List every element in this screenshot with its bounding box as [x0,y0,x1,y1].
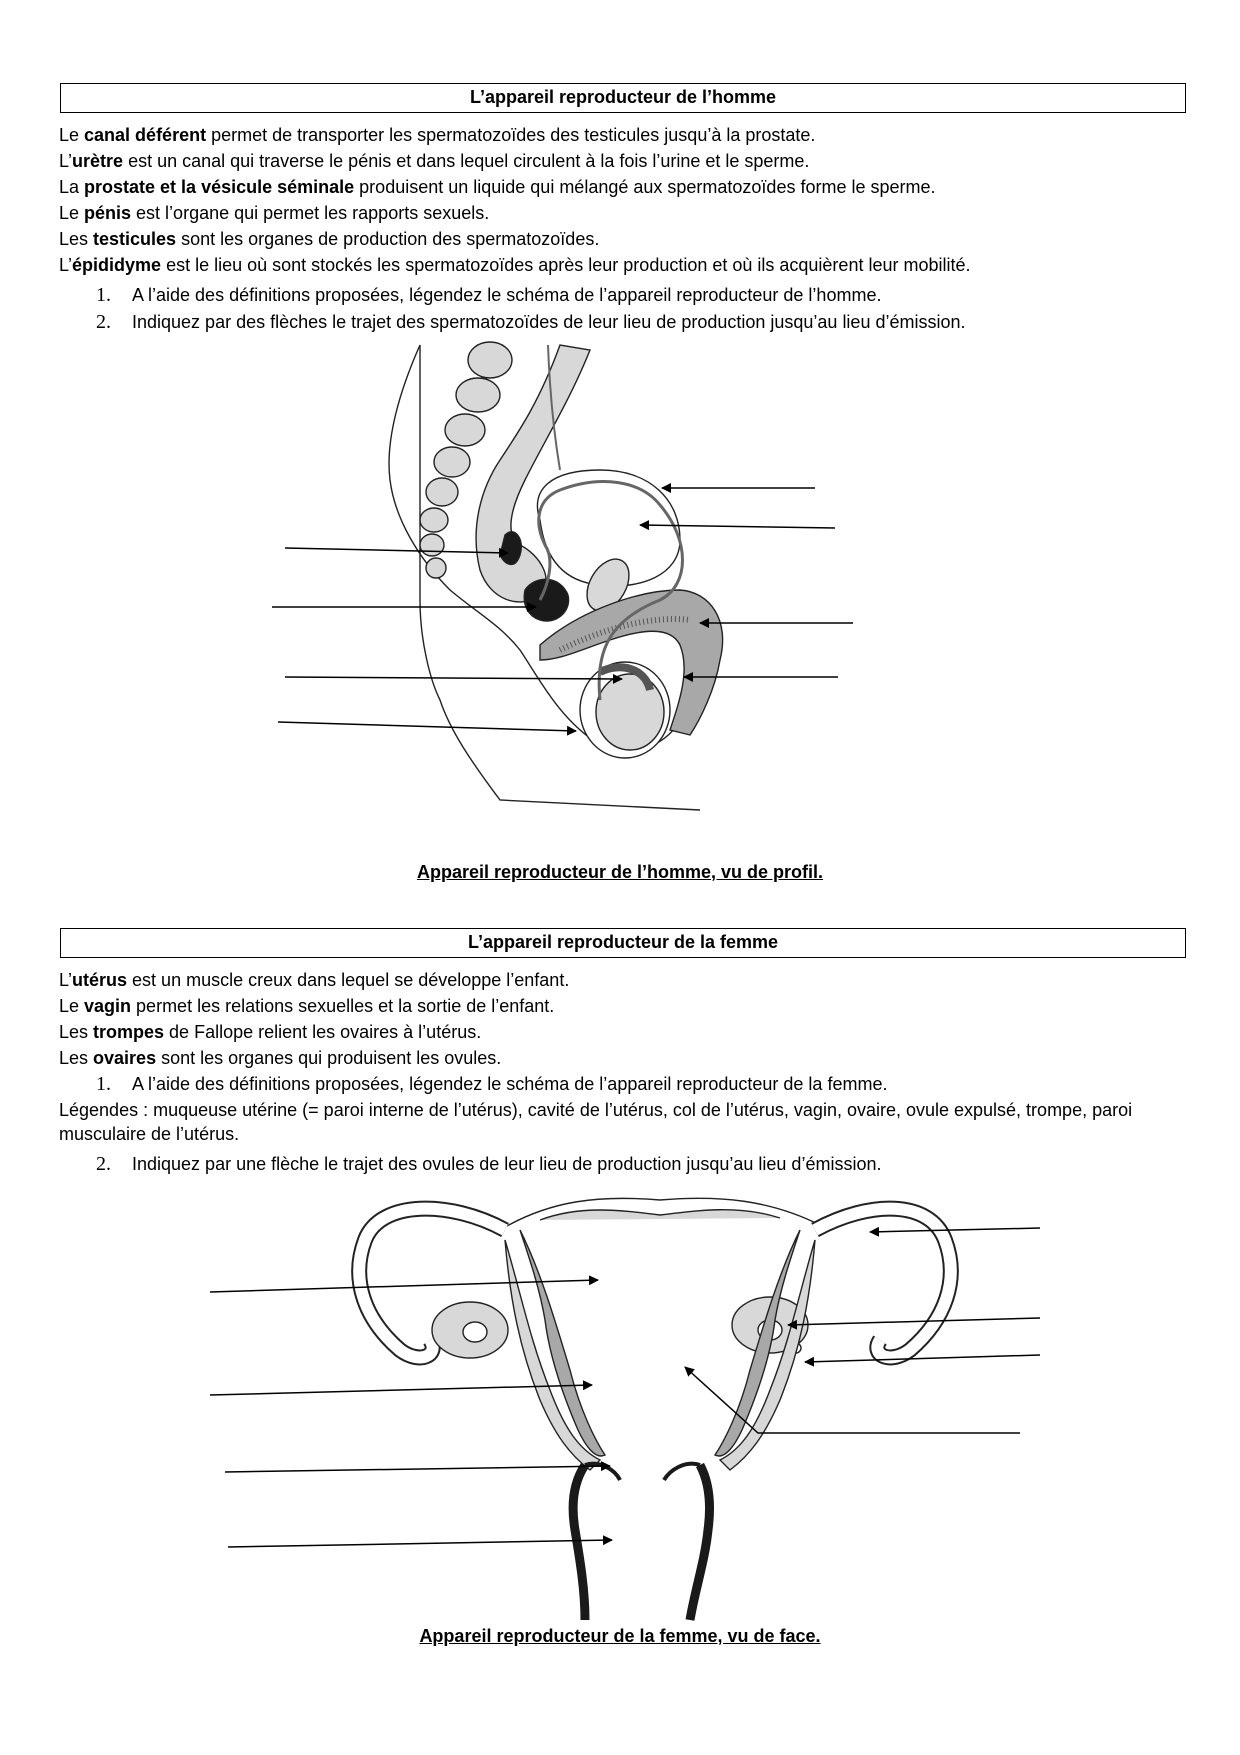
male-def-prostate: La prostate et la vésicule séminale produisent un liquide qui mélangé aux spermatozoïdes forme le sperme. [59,177,936,197]
female-def-vagin: Le vagin permet les relations sexuelles et la sortie de l’enfant. [59,996,555,1016]
female-label-arrow-2 [210,1385,592,1395]
female-def-uterus: L’utérus est un muscle creux dans lequel se développe l’enfant. [59,970,570,990]
female-legend-line-2: musculaire de l’utérus. [59,1124,240,1144]
male-def-epididyme: L’épididyme est le lieu où sont stockés les spermatozoïdes après leur production et où ils acquièrent leur mobilité. [59,255,971,275]
female-section-title: L’appareil reproducteur de la femme [60,928,1186,958]
male-question-1: 1. A l’aide des définitions proposées, légendez le schéma de l’appareil reproducteur de l’homme. [96,284,882,306]
male-diagram-caption: Appareil reproducteur de l’homme, vu de profil. [416,862,824,882]
male-def-penis: Le pénis est l’organe qui permet les rapports sexuels. [59,203,490,223]
male-def-uretre: L’urètre est un canal qui traverse le pénis et dans lequel circulent à la fois l’urine et le sperme. [59,151,810,171]
female-label-arrow-5 [870,1228,1040,1232]
female-label-arrow-3 [225,1466,610,1472]
female-label-arrow-6 [788,1318,1040,1325]
male-def-testicules: Les testicules sont les organes de production des spermatozoïdes. [59,229,600,249]
female-anatomy-drawing [359,1198,951,1620]
female-question-1: 1. A l’aide des définitions proposées, légendez le schéma de l’appareil reproducteur de la femme. [96,1073,888,1095]
female-diagram-caption: Appareil reproducteur de la femme, vu de face. [419,1626,821,1646]
female-label-arrow-4 [228,1540,612,1547]
male-def-canal-deferent: Le canal déférent permet de transporter les spermatozoïdes des testicules jusqu’à la prostate. [59,125,816,145]
female-def-trompes: Les trompes de Fallope relient les ovaires à l’utérus. [59,1022,482,1042]
female-label-arrow-7 [805,1355,1040,1362]
female-question-2: 2. Indiquez par une flèche le trajet des ovules de leur lieu de production jusqu’au lieu d’émission. [96,1153,882,1175]
female-def-ovaires: Les ovaires sont les organes qui produisent les ovules. [59,1048,502,1068]
male-question-2: 2. Indiquez par des flèches le trajet des spermatozoïdes de leur lieu de production jusqu’au lieu d’émission. [96,311,966,333]
female-legend-line-1: Légendes : muqueuse utérine (= paroi interne de l’utérus), cavité de l’utérus, col de l’utérus, vagin, ovaire, ovule expulsé, trompe, paroi [59,1100,1133,1120]
male-section-title: L’appareil reproducteur de l’homme [60,83,1186,113]
